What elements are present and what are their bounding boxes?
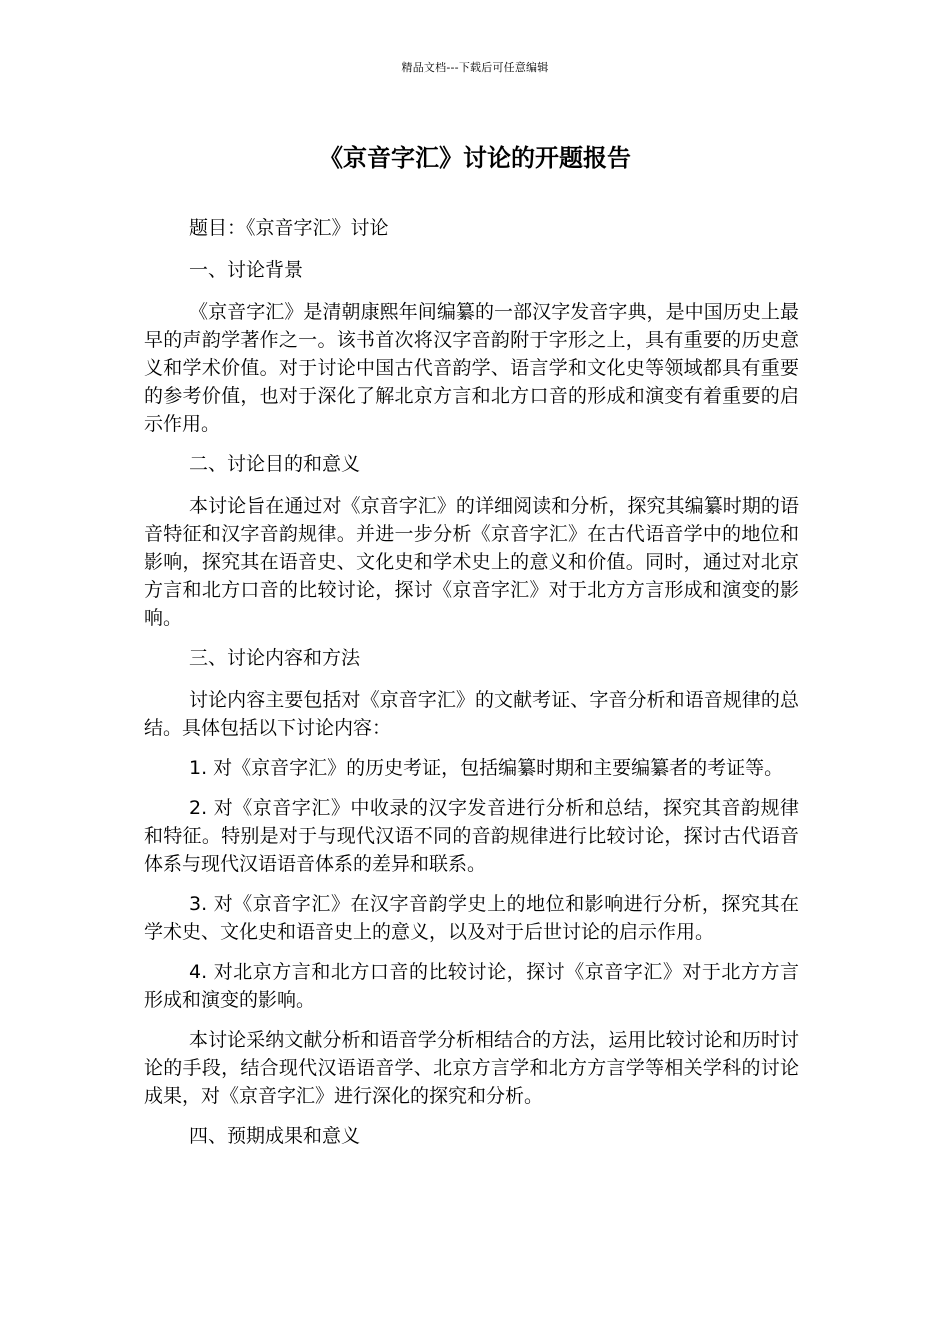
list-item-2: 2. 对《京音字汇》中收录的汉字发音进行分析和总结，探究其音韵规律和特征。特别是对于与现代汉语不同的音韵规律进行比较讨论，探讨古代语音体系与现代汉语语音体系的差异和联系。 [144,797,799,875]
paragraph-content-intro: 讨论内容主要包括对《京音字汇》的文献考证、字音分析和语音规律的总结。具体包括以下讨论内容： [144,689,799,739]
page-title: 《京音字汇》讨论的开题报告 [319,144,631,172]
list-item-4: 4. 对北京方言和北方口音的比较讨论，探讨《京音字汇》对于北方方言形成和演变的影响。 [144,961,799,1011]
paragraph-purpose: 本讨论旨在通过对《京音字汇》的详细阅读和分析，探究其编纂时期的语音特征和汉字音韵规律。并进一步分析《京音字汇》在古代语音学中的地位和影响，探究其在语音史、文化史和学术史上的意义和价值。同时，通过对北京方言和北方口音的比较讨论，探讨《京音字汇》对于北方方言形成和演变的影响。 [144,495,799,629]
section-heading-expected-results: 四、预期成果和意义 [189,1125,361,1147]
header-note: 精品文档---下载后可任意编辑 [401,61,549,74]
paragraph-method: 本讨论采纳文献分析和语音学分析相结合的方法，运用比较讨论和历时讨论的手段，结合现代汉语语音学、北京方言学和北方方言学等相关学科的讨论成果，对《京音字汇》进行深化的探究和分析。 [144,1029,799,1107]
section-heading-content-method: 三、讨论内容和方法 [189,647,361,669]
list-item-1: 1. 对《京音字汇》的历史考证，包括编纂时期和主要编纂者的考证等。 [189,757,784,779]
section-heading-background: 一、讨论背景 [189,259,304,281]
topic-line: 题目：《京音字汇》讨论 [189,217,389,239]
section-heading-purpose: 二、讨论目的和意义 [189,453,361,475]
document-body [144,214,799,1164]
list-item-3: 3. 对《京音字汇》在汉字音韵学史上的地位和影响进行分析，探究其在学术史、文化史和语音史上的意义，以及对于后世讨论的启示作用。 [144,893,799,943]
paragraph-background: 《京音字汇》是清朝康熙年间编纂的一部汉字发音字典，是中国历史上最早的声韵学著作之一。该书首次将汉字音韵附于字形之上，具有重要的历史意义和学术价值。对于讨论中国古代音韵学、语言学和文化史等领域都具有重要的参考价值，也对于深化了解北京方言和北方口音的形成和演变有着重要的启示作用。 [144,301,799,435]
